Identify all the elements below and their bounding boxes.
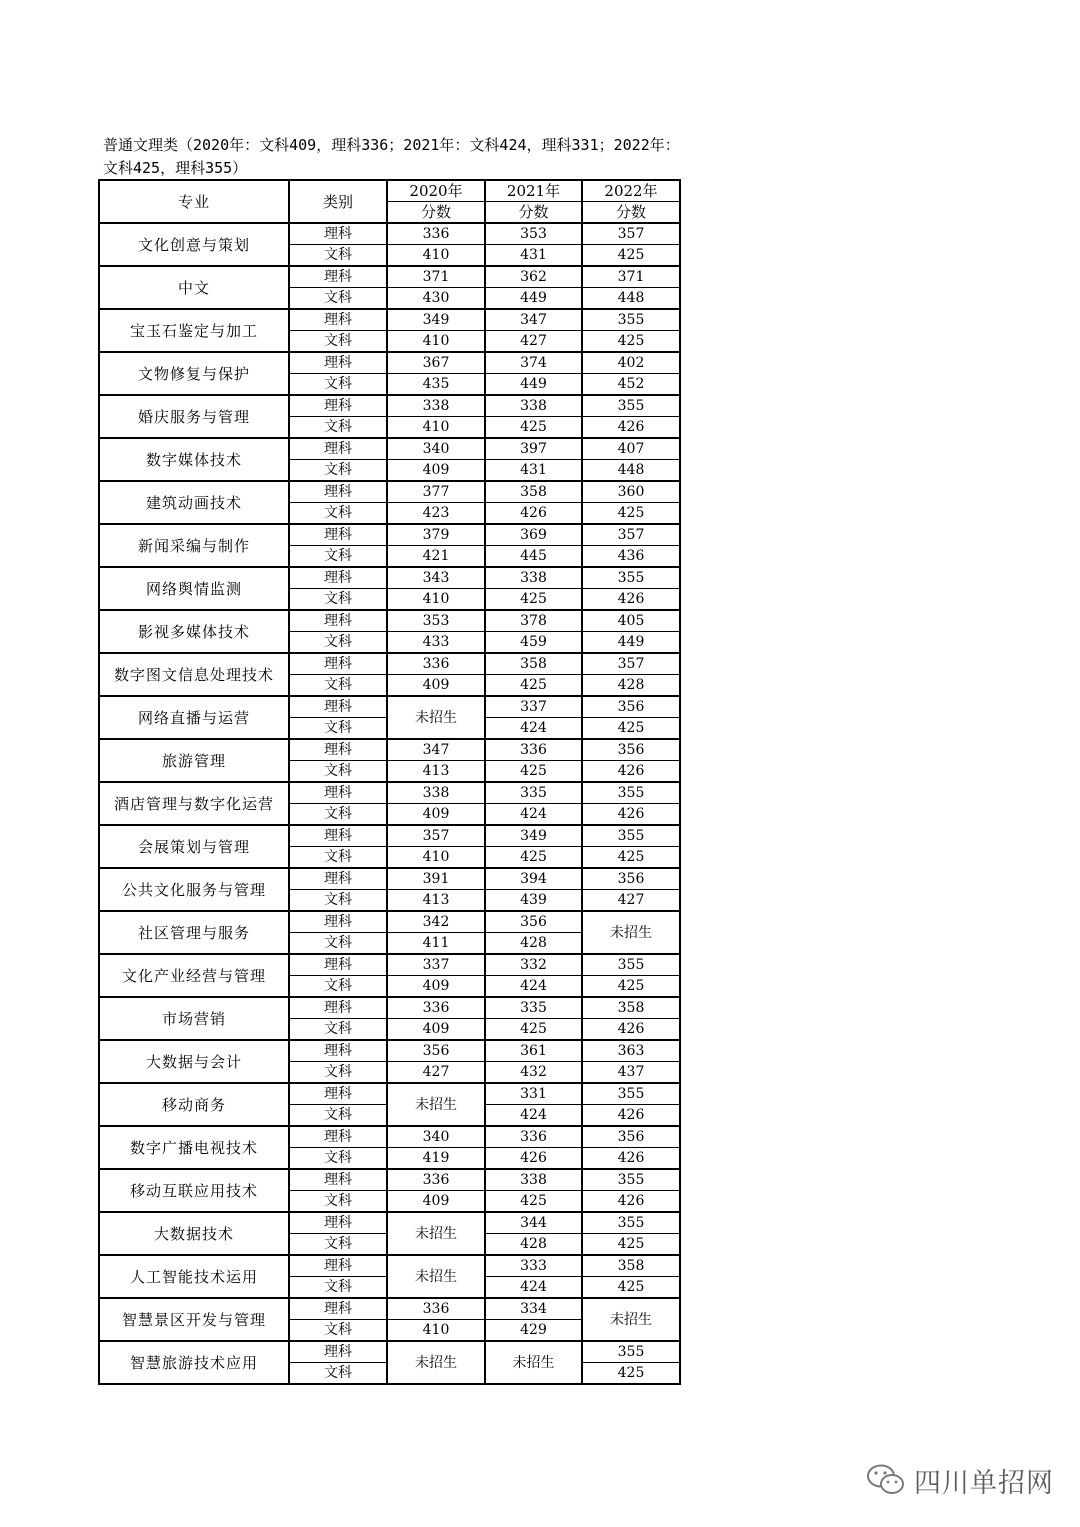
table-row (99, 696, 680, 718)
score-cell: 355 (582, 954, 680, 976)
score-cell: 355 (582, 309, 680, 331)
table-row (99, 1341, 680, 1363)
score-cell: 425 (582, 1363, 680, 1385)
score-cell: 336 (387, 1169, 485, 1191)
score-cell: 未招生 (387, 1212, 485, 1255)
score-cell: 未招生 (387, 696, 485, 739)
score-cell: 437 (582, 1062, 680, 1084)
score-cell: 409 (387, 804, 485, 826)
category-sci: 理科 (289, 1083, 387, 1105)
major-name: 文化产业经营与管理 (99, 954, 289, 997)
score-cell: 371 (387, 266, 485, 288)
score-cell: 369 (485, 524, 582, 546)
major-name: 移动互联应用技术 (99, 1169, 289, 1212)
score-cell: 335 (485, 997, 582, 1019)
major-name: 社区管理与服务 (99, 911, 289, 954)
category-sci: 理科 (289, 438, 387, 460)
category-sci: 理科 (289, 223, 387, 245)
category-art: 文科 (289, 374, 387, 396)
score-cell: 411 (387, 933, 485, 955)
header-year: 2020年 (387, 180, 485, 202)
category-sci: 理科 (289, 266, 387, 288)
score-cell: 353 (485, 223, 582, 245)
score-cell: 336 (387, 653, 485, 675)
table-row (99, 911, 680, 933)
score-cell: 377 (387, 481, 485, 503)
header-major: 专业 (99, 180, 289, 223)
score-cell: 338 (485, 1169, 582, 1191)
category-sci: 理科 (289, 1040, 387, 1062)
score-cell: 未招生 (387, 1255, 485, 1298)
score-cell: 367 (387, 352, 485, 374)
score-cell: 未招生 (582, 1298, 680, 1341)
score-cell: 449 (485, 374, 582, 396)
score-cell: 336 (485, 739, 582, 761)
table-row (99, 352, 680, 374)
category-sci: 理科 (289, 954, 387, 976)
score-cell: 343 (387, 567, 485, 589)
score-cell: 357 (582, 223, 680, 245)
major-name: 新闻采编与制作 (99, 524, 289, 567)
score-cell: 357 (582, 653, 680, 675)
score-cell: 未招生 (582, 911, 680, 954)
category-art: 文科 (289, 976, 387, 998)
table-row (99, 395, 680, 417)
category-sci: 理科 (289, 911, 387, 933)
score-cell: 426 (582, 761, 680, 783)
score-cell: 426 (582, 1019, 680, 1041)
score-cell: 未招生 (485, 1341, 582, 1384)
header-year: 2021年 (485, 180, 582, 202)
score-cell: 361 (485, 1040, 582, 1062)
score-cell: 347 (387, 739, 485, 761)
score-cell: 334 (485, 1298, 582, 1320)
score-cell: 358 (582, 1255, 680, 1277)
major-name: 数字媒体技术 (99, 438, 289, 481)
score-cell: 402 (582, 352, 680, 374)
major-name: 移动商务 (99, 1083, 289, 1126)
major-name: 大数据技术 (99, 1212, 289, 1255)
score-cell: 391 (387, 868, 485, 890)
category-art: 文科 (289, 460, 387, 482)
score-cell: 335 (485, 782, 582, 804)
category-sci: 理科 (289, 524, 387, 546)
score-cell: 449 (582, 632, 680, 654)
category-art: 文科 (289, 1019, 387, 1041)
score-cell: 419 (387, 1148, 485, 1170)
category-art: 文科 (289, 1234, 387, 1256)
score-cell: 336 (387, 1298, 485, 1320)
score-cell: 338 (485, 395, 582, 417)
score-cell: 358 (485, 653, 582, 675)
category-sci: 理科 (289, 1255, 387, 1277)
score-cell: 431 (485, 245, 582, 267)
score-cell: 355 (582, 1212, 680, 1234)
score-cell: 445 (485, 546, 582, 568)
score-cell: 427 (485, 331, 582, 353)
score-cell: 426 (582, 417, 680, 439)
wechat-icon (866, 1463, 906, 1497)
score-cell: 448 (582, 288, 680, 310)
score-cell: 448 (582, 460, 680, 482)
score-cell: 397 (485, 438, 582, 460)
score-cell: 425 (485, 589, 582, 611)
table-row (99, 309, 680, 331)
header-year: 2022年 (582, 180, 680, 202)
score-cell: 430 (387, 288, 485, 310)
category-art: 文科 (289, 245, 387, 267)
score-cell: 356 (485, 911, 582, 933)
score-cell: 431 (485, 460, 582, 482)
major-name: 市场营销 (99, 997, 289, 1040)
score-cell: 426 (485, 1148, 582, 1170)
major-name: 文化创意与策划 (99, 223, 289, 266)
score-cell: 409 (387, 1019, 485, 1041)
score-cell: 331 (485, 1083, 582, 1105)
score-cell: 423 (387, 503, 485, 525)
score-cell: 338 (485, 567, 582, 589)
score-cell: 413 (387, 761, 485, 783)
score-cell: 426 (582, 1191, 680, 1213)
table-row (99, 739, 680, 761)
score-cell: 357 (387, 825, 485, 847)
score-cell: 413 (387, 890, 485, 912)
table-row (99, 524, 680, 546)
table-row (99, 997, 680, 1019)
score-cell: 349 (387, 309, 485, 331)
major-name: 智慧景区开发与管理 (99, 1298, 289, 1341)
category-art: 文科 (289, 1320, 387, 1342)
score-cell: 363 (582, 1040, 680, 1062)
score-cell: 429 (485, 1320, 582, 1342)
score-cell: 355 (582, 567, 680, 589)
score-cell: 426 (582, 1105, 680, 1127)
header-category: 类别 (289, 180, 387, 223)
score-cell: 344 (485, 1212, 582, 1234)
category-sci: 理科 (289, 868, 387, 890)
score-cell: 425 (582, 718, 680, 740)
category-sci: 理科 (289, 1341, 387, 1363)
score-cell: 424 (485, 976, 582, 998)
table-row (99, 1212, 680, 1234)
major-name: 旅游管理 (99, 739, 289, 782)
category-sci: 理科 (289, 825, 387, 847)
category-sci: 理科 (289, 352, 387, 374)
score-cell: 426 (485, 503, 582, 525)
score-cell: 336 (387, 223, 485, 245)
header-score: 分数 (387, 202, 485, 224)
score-cell: 428 (485, 933, 582, 955)
score-cell: 355 (582, 1341, 680, 1363)
category-art: 文科 (289, 1062, 387, 1084)
score-table (98, 179, 681, 1385)
category-sci: 理科 (289, 1212, 387, 1234)
score-cell: 426 (582, 589, 680, 611)
category-art: 文科 (289, 1363, 387, 1385)
score-cell: 424 (485, 718, 582, 740)
score-cell: 427 (387, 1062, 485, 1084)
score-cell: 425 (582, 976, 680, 998)
score-cell: 425 (582, 1234, 680, 1256)
score-cell: 424 (485, 1105, 582, 1127)
score-cell: 425 (485, 1191, 582, 1213)
score-cell: 425 (582, 847, 680, 869)
category-art: 文科 (289, 632, 387, 654)
score-cell: 439 (485, 890, 582, 912)
score-cell: 410 (387, 589, 485, 611)
category-art: 文科 (289, 804, 387, 826)
score-cell: 425 (485, 761, 582, 783)
score-cell: 432 (485, 1062, 582, 1084)
score-cell: 405 (582, 610, 680, 632)
score-cell: 379 (387, 524, 485, 546)
major-name: 智慧旅游技术应用 (99, 1341, 289, 1384)
major-name: 中文 (99, 266, 289, 309)
score-cell: 未招生 (387, 1341, 485, 1384)
score-cell: 410 (387, 417, 485, 439)
score-cell: 338 (387, 782, 485, 804)
score-cell: 426 (582, 1148, 680, 1170)
score-cell: 355 (582, 782, 680, 804)
category-sci: 理科 (289, 696, 387, 718)
score-cell: 436 (582, 546, 680, 568)
category-art: 文科 (289, 1191, 387, 1213)
table-row (99, 223, 680, 245)
category-sci: 理科 (289, 1126, 387, 1148)
score-cell: 449 (485, 288, 582, 310)
score-cell: 362 (485, 266, 582, 288)
major-name: 婚庆服务与管理 (99, 395, 289, 438)
score-cell: 338 (387, 395, 485, 417)
score-cell: 452 (582, 374, 680, 396)
table-row (99, 438, 680, 460)
score-cell: 407 (582, 438, 680, 460)
score-cell: 371 (582, 266, 680, 288)
table-row (99, 266, 680, 288)
major-name: 数字图文信息处理技术 (99, 653, 289, 696)
major-name: 宝玉石鉴定与加工 (99, 309, 289, 352)
major-name: 会展策划与管理 (99, 825, 289, 868)
table-row (99, 954, 680, 976)
major-name: 文物修复与保护 (99, 352, 289, 395)
score-cell: 410 (387, 245, 485, 267)
category-art: 文科 (289, 761, 387, 783)
score-cell: 410 (387, 1320, 485, 1342)
table-row (99, 1255, 680, 1277)
score-cell: 428 (485, 1234, 582, 1256)
table-row (99, 653, 680, 675)
score-cell: 433 (387, 632, 485, 654)
score-cell: 355 (582, 1083, 680, 1105)
score-cell: 337 (485, 696, 582, 718)
score-cell: 336 (387, 997, 485, 1019)
category-sci: 理科 (289, 1169, 387, 1191)
score-cell: 425 (485, 675, 582, 697)
category-sci: 理科 (289, 997, 387, 1019)
score-cell: 358 (582, 997, 680, 1019)
category-sci: 理科 (289, 1298, 387, 1320)
score-cell: 未招生 (387, 1083, 485, 1126)
score-cell: 424 (485, 1277, 582, 1299)
score-cell: 427 (582, 890, 680, 912)
major-name: 数字广播电视技术 (99, 1126, 289, 1169)
score-cell: 425 (582, 1277, 680, 1299)
score-cell: 356 (582, 739, 680, 761)
major-name: 人工智能技术运用 (99, 1255, 289, 1298)
score-cell: 356 (582, 696, 680, 718)
table-row (99, 610, 680, 632)
score-cell: 378 (485, 610, 582, 632)
score-cell: 337 (387, 954, 485, 976)
score-cell: 340 (387, 1126, 485, 1148)
score-cell: 333 (485, 1255, 582, 1277)
score-cell: 355 (582, 825, 680, 847)
score-cell: 394 (485, 868, 582, 890)
score-cell: 409 (387, 675, 485, 697)
score-cell: 353 (387, 610, 485, 632)
table-row (99, 1126, 680, 1148)
category-art: 文科 (289, 1277, 387, 1299)
score-cell: 360 (582, 481, 680, 503)
score-cell: 425 (485, 1019, 582, 1041)
page-heading: 普通文理类（2020年：文科409，理科336；2021年：文科424，理科331；2022年：文科425，理科355） (103, 136, 680, 177)
score-cell: 425 (582, 503, 680, 525)
score-cell: 355 (582, 395, 680, 417)
score-cell: 356 (582, 1126, 680, 1148)
score-cell: 410 (387, 331, 485, 353)
category-sci: 理科 (289, 610, 387, 632)
category-sci: 理科 (289, 481, 387, 503)
category-art: 文科 (289, 890, 387, 912)
major-name: 公共文化服务与管理 (99, 868, 289, 911)
table-row (99, 868, 680, 890)
table-row (99, 782, 680, 804)
header-score: 分数 (582, 202, 680, 224)
score-cell: 424 (485, 804, 582, 826)
category-art: 文科 (289, 933, 387, 955)
table-row (99, 1169, 680, 1191)
major-name: 酒店管理与数字化运营 (99, 782, 289, 825)
score-cell: 425 (485, 417, 582, 439)
category-art: 文科 (289, 288, 387, 310)
score-cell: 425 (485, 847, 582, 869)
category-art: 文科 (289, 589, 387, 611)
category-art: 文科 (289, 675, 387, 697)
major-name: 大数据与会计 (99, 1040, 289, 1083)
score-cell: 425 (582, 245, 680, 267)
score-cell: 421 (387, 546, 485, 568)
category-art: 文科 (289, 1148, 387, 1170)
watermark (866, 1460, 1054, 1500)
score-cell: 357 (582, 524, 680, 546)
score-cell: 356 (582, 868, 680, 890)
score-cell: 426 (582, 804, 680, 826)
score-cell: 428 (582, 675, 680, 697)
score-cell: 374 (485, 352, 582, 374)
watermark-text: 四川单招网 (914, 1467, 1054, 1499)
category-sci: 理科 (289, 653, 387, 675)
category-sci: 理科 (289, 782, 387, 804)
category-sci: 理科 (289, 309, 387, 331)
category-art: 文科 (289, 503, 387, 525)
score-cell: 342 (387, 911, 485, 933)
score-cell: 336 (485, 1126, 582, 1148)
major-name: 网络直播与运营 (99, 696, 289, 739)
score-cell: 332 (485, 954, 582, 976)
score-cell: 410 (387, 847, 485, 869)
table-row (99, 567, 680, 589)
category-art: 文科 (289, 847, 387, 869)
score-cell: 347 (485, 309, 582, 331)
major-name: 建筑动画技术 (99, 481, 289, 524)
score-cell: 355 (582, 1169, 680, 1191)
category-art: 文科 (289, 331, 387, 353)
score-cell: 358 (485, 481, 582, 503)
category-sci: 理科 (289, 395, 387, 417)
category-sci: 理科 (289, 567, 387, 589)
score-cell: 459 (485, 632, 582, 654)
category-sci: 理科 (289, 739, 387, 761)
category-art: 文科 (289, 546, 387, 568)
table-row (99, 1040, 680, 1062)
major-name: 网络舆情监测 (99, 567, 289, 610)
category-art: 文科 (289, 417, 387, 439)
score-cell: 425 (582, 331, 680, 353)
score-cell: 340 (387, 438, 485, 460)
table-row (99, 1083, 680, 1105)
score-cell: 409 (387, 976, 485, 998)
score-cell: 356 (387, 1040, 485, 1062)
score-cell: 409 (387, 1191, 485, 1213)
table-row (99, 1298, 680, 1320)
table-row (99, 481, 680, 503)
score-cell: 349 (485, 825, 582, 847)
score-cell: 435 (387, 374, 485, 396)
table-row (99, 825, 680, 847)
major-name: 影视多媒体技术 (99, 610, 289, 653)
category-art: 文科 (289, 718, 387, 740)
score-cell: 409 (387, 460, 485, 482)
header-score: 分数 (485, 202, 582, 224)
category-art: 文科 (289, 1105, 387, 1127)
